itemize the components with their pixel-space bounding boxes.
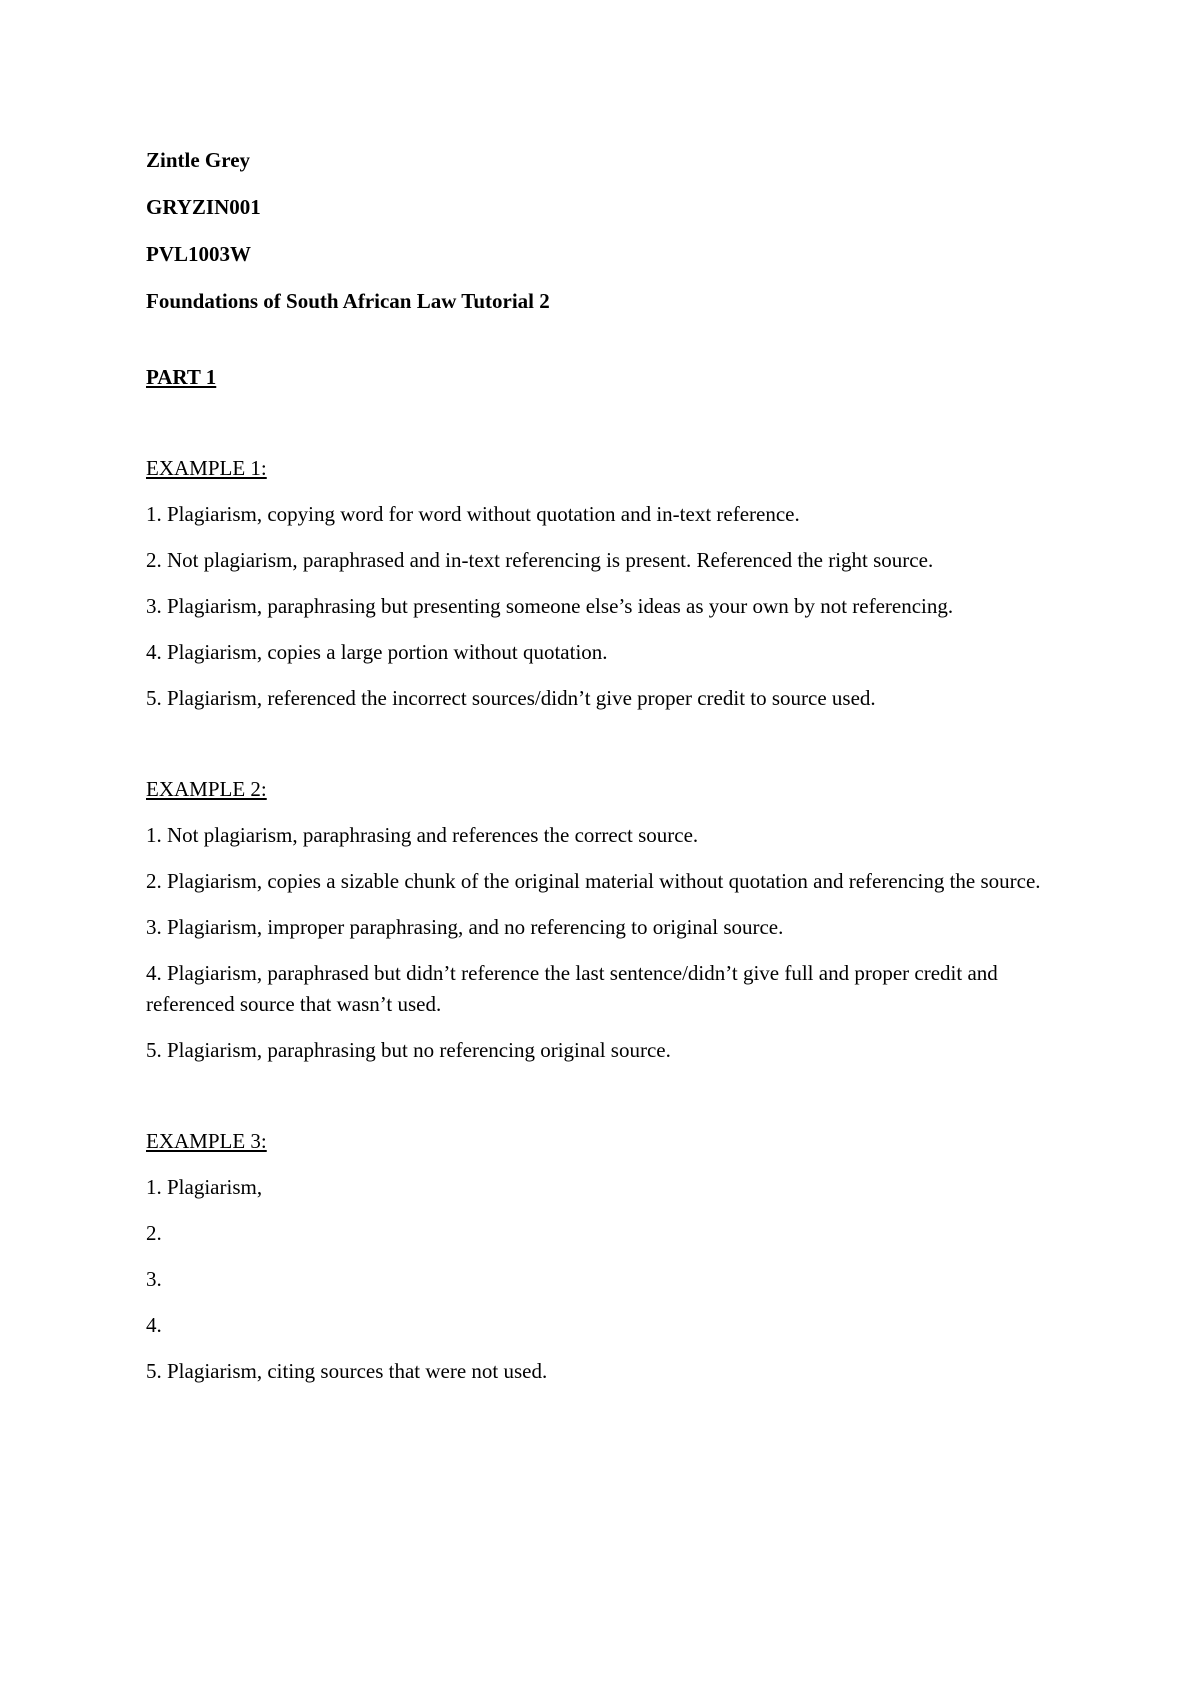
list-item: 2. Not plagiarism, paraphrased and in-text referencing is present. Referenced the right source. [146, 548, 934, 572]
student-name: Zintle Grey [146, 148, 251, 172]
list-item: 5. Plagiarism, citing sources that were not used. [146, 1359, 548, 1383]
list-item: 2. [146, 1221, 162, 1245]
document-body [146, 145, 1086, 1402]
course-code: PVL1003W [146, 242, 251, 266]
example-section-2 [146, 774, 1086, 1066]
course-title: Foundations of South African Law Tutorial 2 [146, 289, 550, 313]
example-section-1 [146, 453, 1086, 714]
list-item: 1. Plagiarism, copying word for word without quotation and in-text reference. [146, 502, 800, 526]
student-number: GRYZIN001 [146, 195, 261, 219]
example-heading: EXAMPLE 1: [146, 456, 267, 480]
example-heading: EXAMPLE 2: [146, 777, 267, 801]
list-item: 3. Plagiarism, paraphrasing but presenting someone else’s ideas as your own by not referencing. [146, 594, 954, 618]
list-item: 4. [146, 1313, 162, 1337]
list-item: 1. Plagiarism, [146, 1175, 263, 1199]
list-item: 4. Plagiarism, paraphrased but didn’t reference the last sentence/didn’t give full and proper credit and referenced source that wasn’t used. [146, 961, 998, 1016]
list-item: 3. Plagiarism, improper paraphrasing, and no referencing to original source. [146, 915, 784, 939]
example-section-3 [146, 1126, 1086, 1387]
list-item: 4. Plagiarism, copies a large portion without quotation. [146, 640, 608, 664]
list-item: 2. Plagiarism, copies a sizable chunk of the original material without quotation and referencing the source. [146, 869, 1041, 893]
list-item: 3. [146, 1267, 162, 1291]
list-item: 5. Plagiarism, paraphrasing but no referencing original source. [146, 1038, 671, 1062]
example-heading: EXAMPLE 3: [146, 1129, 267, 1153]
list-item: 5. Plagiarism, referenced the incorrect sources/didn’t give proper credit to source used. [146, 686, 876, 710]
part-heading: PART 1 [146, 365, 217, 389]
list-item: 1. Not plagiarism, paraphrasing and references the correct source. [146, 823, 699, 847]
